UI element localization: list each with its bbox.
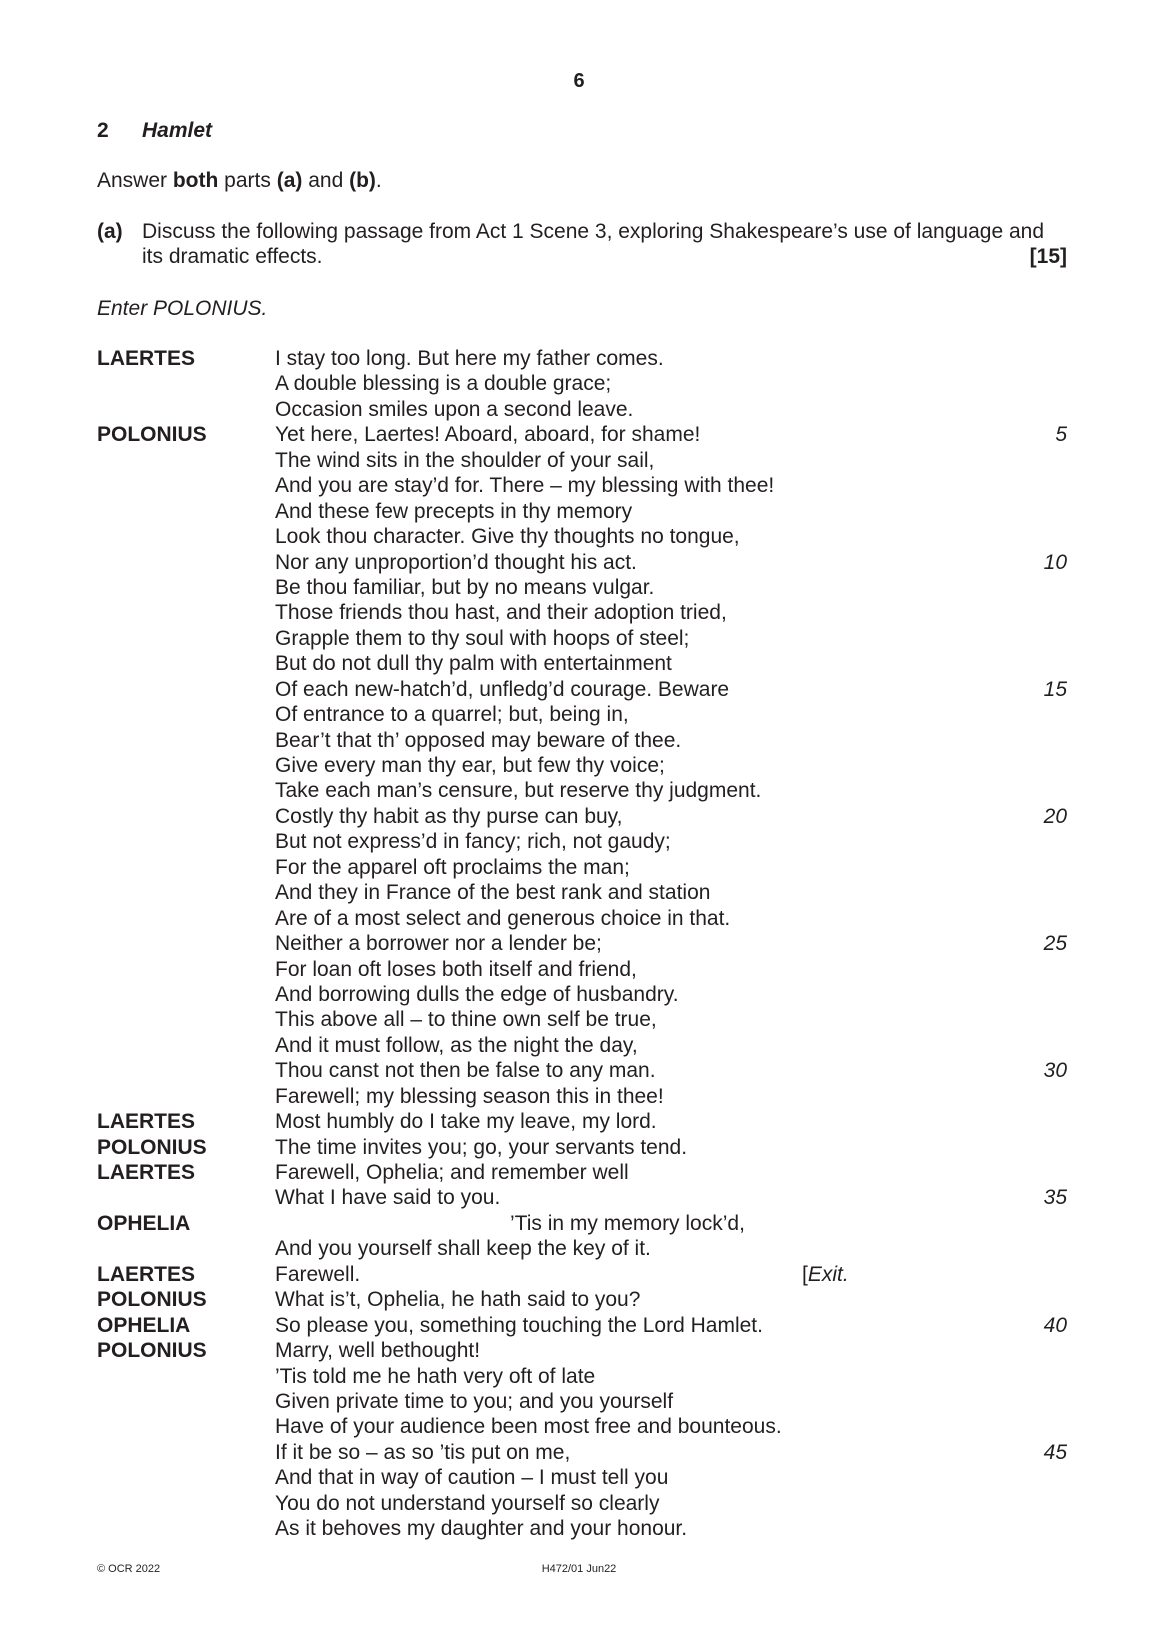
script-line bbox=[97, 1033, 1067, 1058]
script-line bbox=[97, 1338, 1067, 1363]
verse-text: Yet here, Laertes! Aboard, aboard, for shame! bbox=[275, 423, 701, 447]
verse-text: Given private time to you; and you yourself bbox=[275, 1389, 674, 1413]
script-line bbox=[97, 473, 1067, 498]
verse-text: If it be so – as so ’tis put on me, bbox=[275, 1440, 571, 1464]
verse-text: But do not dull thy palm with entertainment bbox=[275, 652, 672, 676]
instruction-part-b: (b) bbox=[349, 169, 376, 192]
speaker-name: POLONIUS bbox=[97, 1288, 207, 1312]
line-number: 15 bbox=[1043, 677, 1067, 701]
verse-text: Farewell. bbox=[275, 1262, 361, 1286]
verse-text: ’Tis in my memory lock’d, bbox=[510, 1211, 745, 1235]
script-line bbox=[97, 651, 1067, 676]
verse-text: Bear’t that th’ opposed may beware of thee. bbox=[275, 728, 682, 752]
question-number: 2 bbox=[97, 119, 109, 142]
instruction-mid: parts bbox=[218, 169, 277, 192]
script-line bbox=[97, 753, 1067, 778]
script-line bbox=[97, 728, 1067, 753]
verse-text: Grapple them to thy soul with hoops of steel; bbox=[275, 626, 690, 650]
script-line bbox=[97, 1414, 1067, 1439]
line-number: 20 bbox=[1043, 804, 1067, 828]
verse-text: Costly thy habit as thy purse can buy, bbox=[275, 804, 623, 828]
verse-text: But not express’d in fancy; rich, not gaudy; bbox=[275, 830, 671, 854]
page-number: 6 bbox=[573, 70, 585, 92]
answer-instruction bbox=[97, 169, 382, 193]
speaker-name: OPHELIA bbox=[97, 1313, 191, 1337]
speaker-name: POLONIUS bbox=[97, 423, 207, 447]
verse-text: And borrowing dulls the edge of husbandry. bbox=[275, 982, 679, 1006]
script-line bbox=[97, 855, 1067, 880]
script-line bbox=[97, 1465, 1067, 1490]
stage-exit-text: Exit. bbox=[807, 1262, 849, 1286]
verse-text: What is’t, Ophelia, he hath said to you? bbox=[275, 1288, 641, 1312]
part-a-label: (a) bbox=[97, 220, 123, 243]
verse-text: Thou canst not then be false to any man. bbox=[275, 1059, 656, 1083]
speaker-name: LAERTES bbox=[97, 347, 196, 370]
part-a-marks: [15] bbox=[1029, 245, 1067, 268]
verse-text: Are of a most select and generous choice in that. bbox=[275, 906, 731, 930]
script-line bbox=[97, 397, 1067, 422]
stage-direction: Enter POLONIUS. bbox=[97, 297, 268, 320]
line-number: 25 bbox=[1043, 932, 1067, 956]
part-a-text: Discuss the following passage from Act 1 Scene 3, exploring Shakespeare’s use of language and its dramatic effects. bbox=[142, 220, 1045, 268]
speaker-name: POLONIUS bbox=[97, 1135, 207, 1159]
verse-text: ’Tis told me he hath very oft of late bbox=[275, 1364, 596, 1388]
verse-text: For the apparel oft proclaims the man; bbox=[275, 855, 630, 879]
script-line bbox=[97, 524, 1067, 549]
verse-text: And it must follow, as the night the day, bbox=[275, 1033, 638, 1057]
line-number: 10 bbox=[1043, 550, 1067, 574]
verse-text: As it behoves my daughter and your honour. bbox=[275, 1517, 688, 1541]
speaker-name: POLONIUS bbox=[97, 1339, 207, 1363]
script-line bbox=[97, 1135, 1067, 1160]
instruction-end: . bbox=[375, 169, 382, 192]
verse-text: Have of your audience been most free and bounteous. bbox=[275, 1415, 782, 1439]
speaker-name: OPHELIA bbox=[97, 1211, 191, 1235]
verse-text: The wind sits in the shoulder of your sail, bbox=[275, 448, 655, 472]
line-number: 40 bbox=[1043, 1313, 1067, 1337]
script-line bbox=[97, 957, 1067, 982]
script-line bbox=[97, 371, 1067, 396]
verse-text: So please you, something touching the Lord Hamlet. bbox=[275, 1313, 763, 1337]
instruction-and: and bbox=[302, 169, 350, 192]
verse-text: For loan oft loses both itself and friend, bbox=[275, 957, 637, 981]
script-line bbox=[97, 1185, 1067, 1210]
script-line bbox=[97, 550, 1067, 575]
instruction-pre: Answer bbox=[97, 169, 173, 192]
verse-text: Farewell, Ophelia; and remember well bbox=[275, 1161, 629, 1184]
script-line bbox=[97, 600, 1067, 625]
script-line bbox=[97, 778, 1067, 803]
script-line bbox=[97, 1491, 1067, 1516]
line-number: 35 bbox=[1043, 1186, 1067, 1210]
verse-text: What I have said to you. bbox=[275, 1186, 501, 1210]
script-line bbox=[97, 448, 1067, 473]
script-line bbox=[97, 626, 1067, 651]
instruction-both: both bbox=[172, 169, 219, 192]
script-line bbox=[97, 1084, 1067, 1109]
verse-text: Give every man thy ear, but few thy voice; bbox=[275, 754, 665, 777]
verse-text: And they in France of the best rank and station bbox=[275, 881, 711, 905]
script-line bbox=[97, 982, 1067, 1007]
verse-text: Those friends thou hast, and their adoption tried, bbox=[275, 601, 727, 625]
script-line bbox=[97, 1236, 1067, 1261]
verse-text: Look thou character. Give thy thoughts no tongue, bbox=[275, 525, 740, 549]
script-line bbox=[97, 1058, 1067, 1083]
script-passage bbox=[97, 346, 1067, 1542]
instruction-part-a: (a) bbox=[276, 169, 303, 192]
script-line bbox=[97, 702, 1067, 727]
script-line bbox=[97, 499, 1067, 524]
verse-text: Occasion smiles upon a second leave. bbox=[275, 397, 634, 421]
verse-text: A double blessing is a double grace; bbox=[275, 372, 612, 396]
script-line bbox=[97, 931, 1067, 956]
script-line bbox=[97, 575, 1067, 600]
verse-text: And you yourself shall keep the key of it. bbox=[275, 1237, 651, 1261]
verse-text: Take each man’s censure, but reserve thy judgment. bbox=[275, 779, 762, 803]
question-title: Hamlet bbox=[142, 119, 213, 142]
verse-text: And that in way of caution – I must tell you bbox=[275, 1466, 669, 1490]
verse-text: You do not understand yourself so clearly bbox=[275, 1491, 660, 1515]
script-line bbox=[97, 1440, 1067, 1465]
script-line bbox=[97, 1109, 1067, 1134]
verse-text: And these few precepts in thy memory bbox=[275, 499, 633, 523]
verse-text: Of entrance to a quarrel; but, being in, bbox=[275, 703, 629, 727]
line-number: 5 bbox=[1055, 423, 1067, 447]
script-line bbox=[97, 804, 1067, 829]
speaker-name: LAERTES bbox=[97, 1262, 196, 1286]
verse-text: Be thou familiar, but by no means vulgar. bbox=[275, 575, 655, 599]
line-number: 30 bbox=[1043, 1059, 1067, 1083]
script-line bbox=[97, 829, 1067, 854]
verse-text: Most humbly do I take my leave, my lord. bbox=[275, 1110, 657, 1134]
script-line bbox=[97, 1516, 1067, 1541]
script-line bbox=[97, 880, 1067, 905]
verse-text: Marry, well bethought! bbox=[275, 1339, 481, 1363]
script-line bbox=[97, 1287, 1067, 1312]
script-line bbox=[97, 1364, 1067, 1389]
speaker-name: LAERTES bbox=[97, 1110, 196, 1134]
stage-exit: [Exit. bbox=[802, 1262, 849, 1286]
script-line bbox=[97, 1262, 1067, 1287]
footer-copyright: © OCR 2022 bbox=[97, 1563, 161, 1575]
verse-text: The time invites you; go, your servants tend. bbox=[275, 1135, 688, 1159]
verse-text: I stay too long. But here my father comes. bbox=[275, 347, 664, 370]
speaker-name: LAERTES bbox=[97, 1161, 196, 1184]
script-line bbox=[97, 422, 1067, 447]
verse-text: This above all – to thine own self be true, bbox=[275, 1008, 657, 1032]
script-line bbox=[97, 1007, 1067, 1032]
verse-text: Farewell; my blessing season this in thee! bbox=[275, 1084, 664, 1108]
script-line bbox=[97, 1313, 1067, 1338]
verse-text: Nor any unproportion’d thought his act. bbox=[275, 550, 637, 574]
verse-text: And you are stay’d for. There – my blessing with thee! bbox=[275, 474, 775, 498]
script-line bbox=[97, 677, 1067, 702]
verse-text: Neither a borrower nor a lender be; bbox=[275, 932, 602, 956]
footer-paper-code: H472/01 Jun22 bbox=[541, 1563, 617, 1575]
question-header bbox=[97, 119, 212, 143]
verse-text: Of each new-hatch’d, unfledg’d courage. Beware bbox=[275, 677, 730, 701]
script-line bbox=[97, 346, 1067, 371]
script-line bbox=[97, 906, 1067, 931]
line-number: 45 bbox=[1043, 1440, 1067, 1464]
script-line bbox=[97, 1160, 1067, 1185]
script-line bbox=[97, 1389, 1067, 1414]
script-line bbox=[97, 1211, 1067, 1236]
